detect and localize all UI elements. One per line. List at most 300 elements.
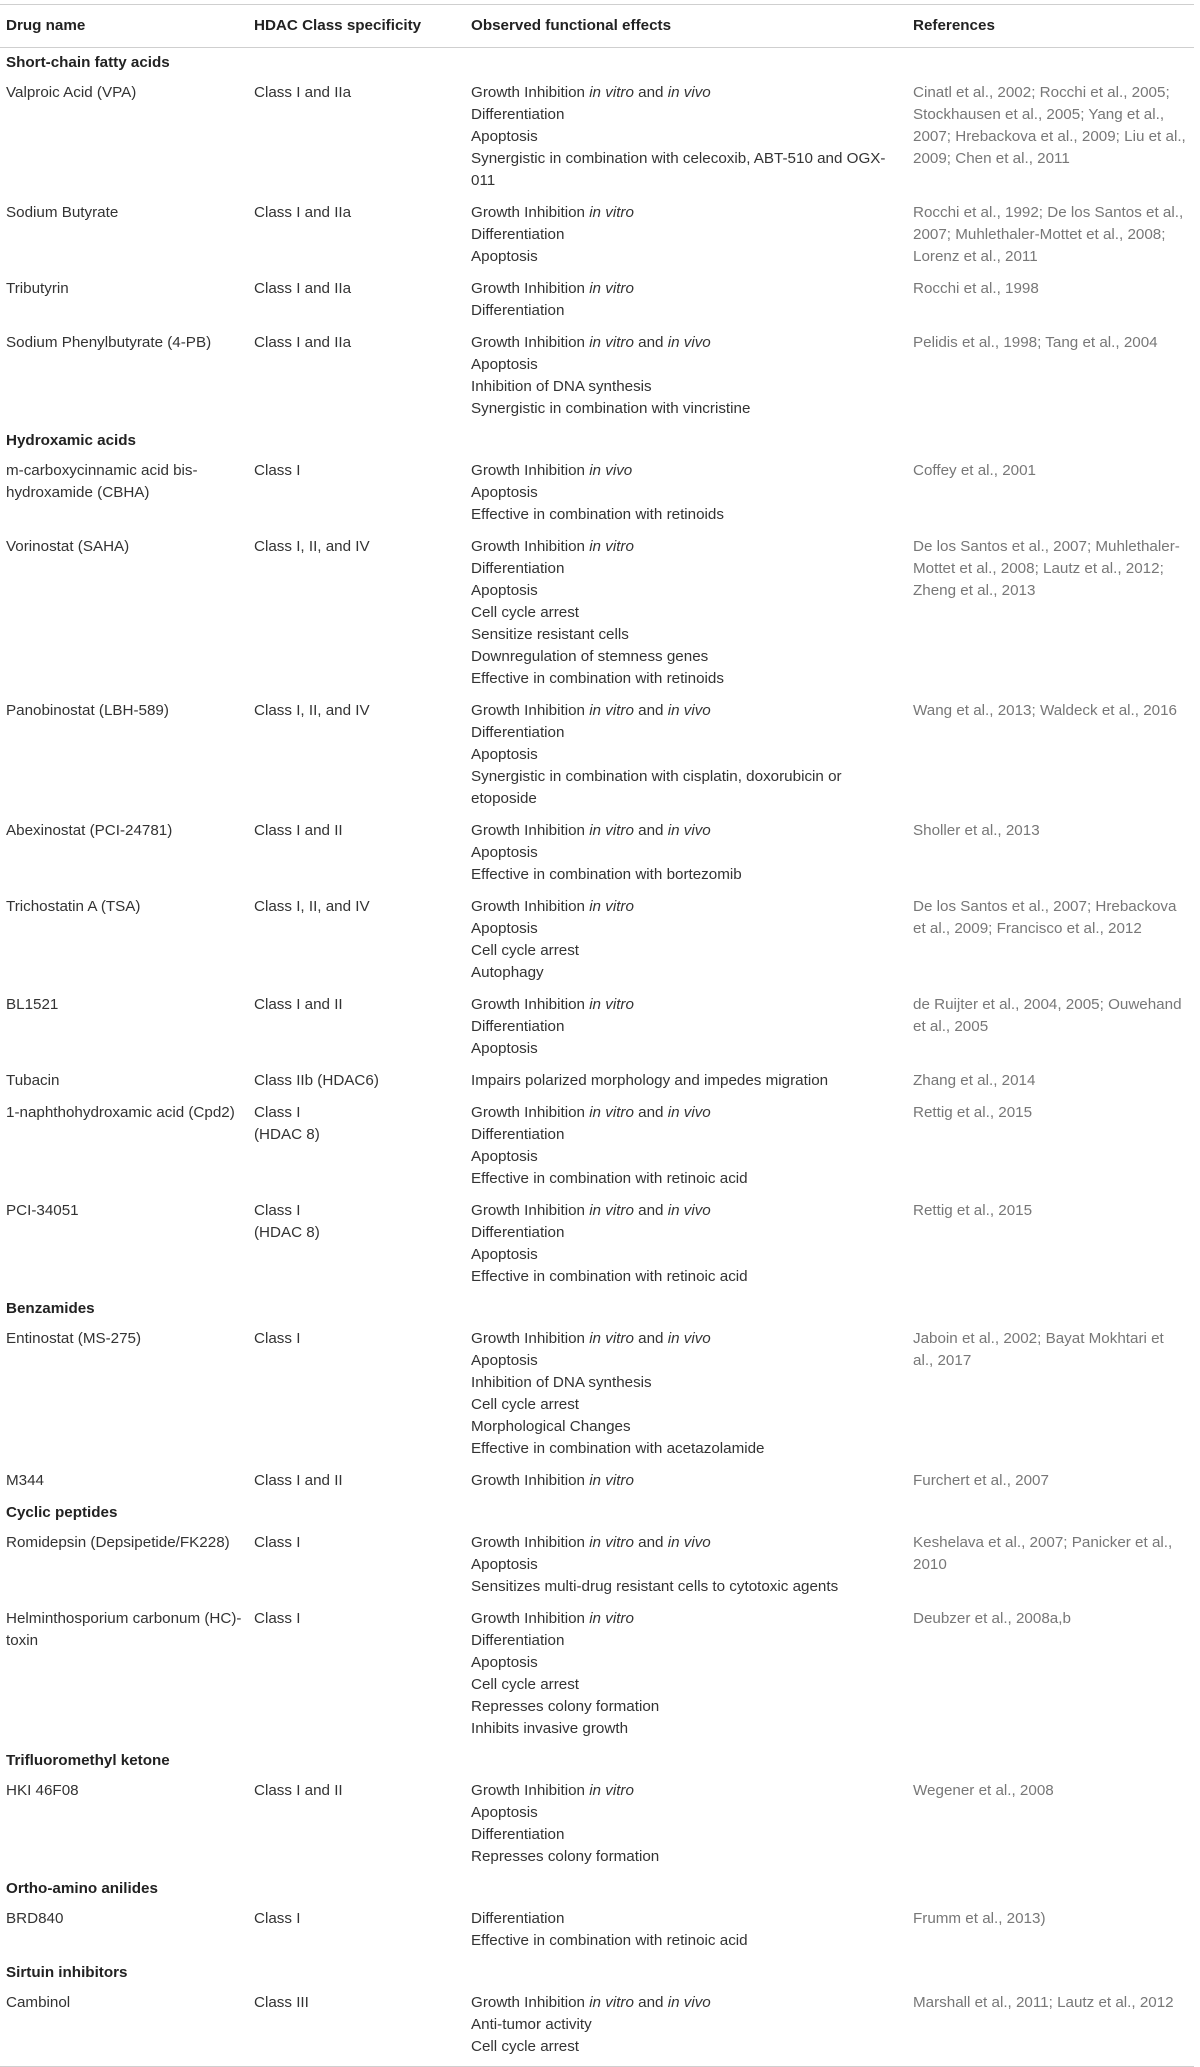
effect-line <box>471 842 901 864</box>
reference-citation: Lorenz et al., 2011 <box>913 248 1038 265</box>
table-row <box>0 1528 1194 1604</box>
effect-text: Autophagy <box>471 964 544 981</box>
reference-citation: De los Santos et al., 2007 <box>913 204 1184 243</box>
reference-citation: Pelidis et al., 1998 <box>913 334 1038 351</box>
section-header-row <box>0 1958 1194 1988</box>
table-row <box>0 328 1194 426</box>
effect-italic-text: in vivo <box>667 1330 711 1347</box>
effect-line <box>471 104 901 126</box>
drug-name-cell: Abexinostat (PCI-24781) <box>6 822 173 839</box>
hdac-class-line: Class I and II <box>254 1782 343 1799</box>
hdac-class-cell <box>248 274 465 328</box>
effects-cell <box>465 1098 907 1196</box>
references-cell: Wang et al., 2013; Waldeck et al., 2016 <box>913 702 1177 719</box>
effect-text: Growth Inhibition <box>471 280 590 297</box>
effect-line <box>471 2014 901 2036</box>
section-header-row <box>0 1746 1194 1776</box>
drug-name-cell: PCI-34051 <box>6 1202 79 1219</box>
effect-line <box>471 994 901 1016</box>
effect-italic-text: in vitro <box>589 822 634 839</box>
effect-line <box>471 1802 901 1824</box>
effect-text: Apoptosis <box>471 1556 538 1573</box>
section-title: Short-chain fatty acids <box>6 54 170 71</box>
drug-name-cell: M344 <box>6 1472 44 1489</box>
drug-name-cell: 1-naphthohydroxamic acid (Cpd2) <box>6 1104 235 1121</box>
reference-citation: Waldeck et al., 2016 <box>1039 702 1177 719</box>
effect-text: Differentiation <box>471 1018 565 1035</box>
effect-italic-text: in vivo <box>667 822 711 839</box>
effect-text: Cell cycle arrest <box>471 2038 580 2055</box>
effect-text: Apoptosis <box>471 844 538 861</box>
effect-line <box>471 1070 901 1092</box>
effect-line <box>471 1372 901 1394</box>
effect-line <box>471 820 901 842</box>
effect-line <box>471 1908 901 1930</box>
references-cell <box>907 1604 1194 1746</box>
effect-line <box>471 700 901 722</box>
effect-line <box>471 1438 901 1460</box>
effect-italic-text: in vitro <box>589 84 634 101</box>
effect-text: Apoptosis <box>471 920 538 937</box>
hdac-class-line: Class I <box>254 1104 301 1121</box>
reference-citation: Muhlethaler-Mottet et al., 2008 <box>913 538 1180 577</box>
effects-cell <box>465 1196 907 1294</box>
effect-line <box>471 940 901 962</box>
section-header-row <box>0 48 1194 79</box>
effect-line <box>471 1470 901 1492</box>
effect-line <box>471 1608 901 1630</box>
effect-text: Inhibition of DNA synthesis <box>471 378 652 395</box>
reference-citation: De los Santos et al., 2007 <box>913 538 1087 555</box>
effect-line <box>471 1244 901 1266</box>
effect-line <box>471 536 901 558</box>
hdac-class-cell <box>248 78 465 198</box>
effects-cell <box>465 328 907 426</box>
reference-citation: Francisco et al., 2012 <box>996 920 1142 937</box>
references-cell <box>907 1098 1194 1196</box>
effect-text: Effective in combination with acetazolamide <box>471 1440 765 1457</box>
effect-italic-text: in vitro <box>589 204 634 221</box>
reference-citation: Rettig et al., 2015 <box>913 1202 1033 1219</box>
effect-italic-text: in vivo <box>667 334 711 351</box>
reference-citation: Wang et al., 2013 <box>913 702 1032 719</box>
reference-citation: Ouwehand et al., 2005 <box>913 996 1182 1035</box>
effect-italic-text: in vitro <box>589 1994 634 2011</box>
effect-text: Apoptosis <box>471 1040 538 1057</box>
references-cell <box>907 816 1194 892</box>
effect-text: Sensitize resistant cells <box>471 626 629 643</box>
hdac-class-cell <box>248 456 465 532</box>
effect-text: Growth Inhibition <box>471 84 590 101</box>
table-row <box>0 1904 1194 1958</box>
effect-text: Growth Inhibition <box>471 1994 590 2011</box>
hdac-class-line: Class I and II <box>254 822 343 839</box>
effects-cell <box>465 892 907 990</box>
hdac-class-line: Class I <box>254 1202 301 1219</box>
effect-text: and <box>633 1994 668 2011</box>
effect-line <box>471 482 901 504</box>
table-row <box>0 78 1194 198</box>
header-drug-name: Drug name <box>0 5 248 48</box>
hdac-class-cell <box>248 1196 465 1294</box>
table-row <box>0 816 1194 892</box>
header-hdac-class: HDAC Class specificity <box>248 5 465 48</box>
reference-citation: Keshelava et al., 2007 <box>913 1534 1064 1551</box>
effect-italic-text: in vivo <box>667 1994 711 2011</box>
effect-line <box>471 602 901 624</box>
effect-line <box>471 722 901 744</box>
references-cell <box>907 1196 1194 1294</box>
effects-cell <box>465 198 907 274</box>
effect-text: and <box>633 1330 668 1347</box>
effect-text: Growth Inhibition <box>471 1330 590 1347</box>
effect-text: Differentiation <box>471 226 565 243</box>
drug-name-cell: Cambinol <box>0 1988 248 2067</box>
table-row <box>0 1324 1194 1466</box>
header-row <box>0 5 1194 48</box>
hdac-class-line: Class I <box>254 1534 301 1551</box>
effect-text: Apoptosis <box>471 128 538 145</box>
effect-line <box>471 1416 901 1438</box>
effect-text: Apoptosis <box>471 356 538 373</box>
reference-citation: Lautz et al., 2012 <box>1057 1994 1174 2011</box>
references-cell: De los Santos et al., 2007; Hrebackova et al., 2009; Francisco et al., 2012 <box>913 898 1177 937</box>
drug-name-cell: Sodium Butyrate <box>6 204 119 221</box>
effect-text: Apoptosis <box>471 1246 538 1263</box>
effect-text: and <box>633 1202 668 1219</box>
effect-line <box>471 278 901 300</box>
hdac-class-line: Class I and IIa <box>254 84 352 101</box>
references-cell <box>907 1066 1194 1098</box>
effect-italic-text: in vivo <box>667 1104 711 1121</box>
hdac-class-line: Class I and IIa <box>254 280 352 297</box>
drug-name-cell: Sodium Phenylbutyrate (4-PB) <box>6 334 212 351</box>
hdac-class-cell <box>248 1904 465 1958</box>
effect-line <box>471 2036 901 2058</box>
effect-text: and <box>633 1104 668 1121</box>
hdac-class-line: Class I <box>254 1910 301 1927</box>
effect-line <box>471 1992 901 2014</box>
drug-name-cell: Entinostat (MS-275) <box>6 1330 142 1347</box>
hdac-class-line: Class I <box>254 1330 301 1347</box>
table-header <box>0 5 1194 48</box>
effect-line <box>471 918 901 940</box>
effect-text: Synergistic in combination with vincristine <box>471 400 751 417</box>
references-cell: Marshall et al., 2011; Lautz et al., 2012 <box>907 1988 1194 2067</box>
effect-text: Impairs polarized morphology and impedes migration <box>471 1072 829 1089</box>
table-body <box>0 48 1194 2067</box>
effect-text: Growth Inhibition <box>471 462 590 479</box>
effect-text: Differentiation <box>471 1632 565 1649</box>
effect-text: Represses colony formation <box>471 1848 660 1865</box>
effect-text: Apoptosis <box>471 1804 538 1821</box>
drug-name-cell: HKI 46F08 <box>6 1782 79 1799</box>
effects-cell <box>465 1324 907 1466</box>
effect-text: Effective in combination with retinoic acid <box>471 1170 748 1187</box>
effect-italic-text: in vitro <box>589 996 634 1013</box>
effects-cell <box>465 456 907 532</box>
section-title: Benzamides <box>6 1300 95 1317</box>
drug-name-cell: BL1521 <box>6 996 59 1013</box>
drug-name-cell: Tributyrin <box>6 280 69 297</box>
effect-line <box>471 82 901 104</box>
table-row <box>0 990 1194 1066</box>
effect-text: Growth Inhibition <box>471 204 590 221</box>
effects-cell <box>465 1466 907 1498</box>
drug-name-cell: Valproic Acid (VPA) <box>6 84 137 101</box>
effect-text: Differentiation <box>471 1224 565 1241</box>
effect-line <box>471 962 901 984</box>
effect-italic-text: in vivo <box>667 84 711 101</box>
hdac-class-cell <box>248 1466 465 1498</box>
effect-italic-text: in vitro <box>589 334 634 351</box>
effect-line <box>471 376 901 398</box>
section-title: Trifluoromethyl ketone <box>6 1752 170 1769</box>
effect-italic-text: in vitro <box>589 1202 634 1219</box>
hdac-class-cell <box>248 1528 465 1604</box>
hdac-class-cell <box>248 990 465 1066</box>
effect-italic-text: in vitro <box>589 702 634 719</box>
effect-line <box>471 624 901 646</box>
hdac-class-line: Class I <box>254 1610 301 1627</box>
header-references: References <box>907 5 1194 48</box>
hdac-class-line: Class I and II <box>254 1472 343 1489</box>
table-row <box>0 198 1194 274</box>
hdac-class-line: Class I and IIa <box>254 204 352 221</box>
references-cell: Pelidis et al., 1998; Tang et al., 2004 <box>913 334 1158 351</box>
hdac-class-cell <box>248 816 465 892</box>
references-cell: Keshelava et al., 2007; Panicker et al., 2010 <box>913 1534 1173 1573</box>
reference-citation: Muhlethaler-Mottet et al., 2008 <box>955 226 1162 243</box>
effect-line <box>471 1696 901 1718</box>
effect-text: Growth Inhibition <box>471 334 590 351</box>
effect-line <box>471 1846 901 1868</box>
effects-cell <box>465 1604 907 1746</box>
effect-line <box>471 864 901 886</box>
effect-text: Synergistic in combination with celecoxib, ABT-510 and OGX-011 <box>471 150 886 189</box>
effects-cell <box>465 532 907 696</box>
effect-italic-text: in vitro <box>589 1610 634 1627</box>
reference-citation: Tang et al., 2004 <box>1045 334 1158 351</box>
table-row <box>0 274 1194 328</box>
effects-cell <box>465 1904 907 1958</box>
hdac-inhibitors-table <box>0 4 1194 2067</box>
references-cell: Cinatl et al., 2002; Rocchi et al., 2005; Stockhausen et al., 2005; Yang et al., 2007; Hrebackova et al., 2009; Liu et al., 2009; Chen et al., 2011 <box>913 84 1186 167</box>
hdac-class-line: Class I, II, and IV <box>254 702 370 719</box>
section-title: Sirtuin inhibitors <box>6 1964 128 1981</box>
effect-text: Effective in combination with retinoids <box>471 670 724 687</box>
effect-line <box>471 1394 901 1416</box>
table-row <box>0 1988 1194 2067</box>
table-row <box>0 892 1194 990</box>
section-title: Hydroxamic acids <box>6 432 136 449</box>
effect-text: Differentiation <box>471 560 565 577</box>
references-cell <box>907 1776 1194 1874</box>
effect-line <box>471 1168 901 1190</box>
reference-citation: Rettig et al., 2015 <box>913 1104 1033 1121</box>
effects-cell <box>465 274 907 328</box>
effect-text: Growth Inhibition <box>471 996 590 1013</box>
effect-italic-text: in vitro <box>589 1472 634 1489</box>
effect-line <box>471 148 901 192</box>
effect-text: Anti-tumor activity <box>471 2016 592 2033</box>
reference-citation: Sholler et al., 2013 <box>913 822 1040 839</box>
drug-name-cell: BRD840 <box>6 1910 64 1927</box>
effect-line <box>471 1200 901 1222</box>
effect-text: Apoptosis <box>471 1654 538 1671</box>
effect-text: Growth Inhibition <box>471 822 590 839</box>
table-row <box>0 1066 1194 1098</box>
reference-citation: Deubzer et al., 2008a,b <box>913 1610 1071 1627</box>
reference-citation: Zheng et al., 2013 <box>913 582 1036 599</box>
section-title: Ortho-amino anilides <box>6 1880 158 1897</box>
effect-line <box>471 766 901 810</box>
hdac-class-line: Class I <box>254 462 301 479</box>
effect-text: Growth Inhibition <box>471 1104 590 1121</box>
effect-text: Apoptosis <box>471 746 538 763</box>
effect-line <box>471 460 901 482</box>
effect-text: Cell cycle arrest <box>471 942 580 959</box>
references-cell <box>907 456 1194 532</box>
reference-citation: de Ruijter et al., 2004, 2005 <box>913 996 1100 1013</box>
effect-line <box>471 504 901 526</box>
effect-line <box>471 1222 901 1244</box>
references-cell: de Ruijter et al., 2004, 2005; Ouwehand et al., 2005 <box>913 996 1182 1035</box>
table-row <box>0 1098 1194 1196</box>
effect-line <box>471 224 901 246</box>
reference-citation: Hrebackova et al., 2009 <box>913 898 1177 937</box>
effect-line <box>471 1576 901 1598</box>
section-header-row <box>0 1498 1194 1528</box>
table-row <box>0 1196 1194 1294</box>
effect-line <box>471 1674 901 1696</box>
reference-citation: Hrebackova et al., 2009 <box>955 128 1116 145</box>
effect-text: Cell cycle arrest <box>471 1676 580 1693</box>
effect-text: Effective in combination with retinoic acid <box>471 1932 748 1949</box>
effect-line <box>471 332 901 354</box>
reference-citation: Bayat Mokhtari et al., 2017 <box>913 1330 1164 1369</box>
effect-line <box>471 646 901 668</box>
effect-text: Differentiation <box>471 1826 565 1843</box>
effect-text: and <box>633 1534 668 1551</box>
reference-citation: Frumm et al., 2013) <box>913 1910 1046 1927</box>
drug-name-cell: Panobinostat (LBH-589) <box>6 702 169 719</box>
hdac-class-cell <box>248 532 465 696</box>
effect-text: Growth Inhibition <box>471 1472 590 1489</box>
reference-citation: Furchert et al., 2007 <box>913 1472 1049 1489</box>
effect-line <box>471 896 901 918</box>
hdac-class-line: (HDAC 8) <box>254 1224 320 1241</box>
hdac-class-cell <box>248 1604 465 1746</box>
hdac-class-cell <box>248 1098 465 1196</box>
effect-italic-text: in vivo <box>589 462 633 479</box>
hdac-class-cell <box>248 892 465 990</box>
effect-text: Sensitizes multi-drug resistant cells to cytotoxic agents <box>471 1578 839 1595</box>
drug-name-cell: Trichostatin A (TSA) <box>6 898 141 915</box>
effect-text: Inhibition of DNA synthesis <box>471 1374 652 1391</box>
effect-italic-text: in vitro <box>589 1534 634 1551</box>
table-row <box>0 532 1194 696</box>
effect-line <box>471 1930 901 1952</box>
effect-line <box>471 1038 901 1060</box>
effect-italic-text: in vivo <box>667 702 711 719</box>
effect-text: Cell cycle arrest <box>471 1396 580 1413</box>
effect-italic-text: in vitro <box>589 1330 634 1347</box>
effect-line <box>471 202 901 224</box>
effect-text: Effective in combination with bortezomib <box>471 866 742 883</box>
effect-text: Apoptosis <box>471 1352 538 1369</box>
effect-line <box>471 1266 901 1288</box>
table-row <box>0 1604 1194 1746</box>
effects-cell <box>465 696 907 816</box>
effect-text: Morphological Changes <box>471 1418 631 1435</box>
header-functional-effects: Observed functional effects <box>465 5 907 48</box>
effects-cell <box>465 1776 907 1874</box>
reference-citation: Zhang et al., 2014 <box>913 1072 1036 1089</box>
effect-text: Differentiation <box>471 724 565 741</box>
effect-text: Differentiation <box>471 1910 565 1927</box>
effect-line <box>471 398 901 420</box>
effect-line <box>471 1124 901 1146</box>
reference-citation: Jaboin et al., 2002 <box>913 1330 1038 1347</box>
reference-citation: Wegener et al., 2008 <box>913 1782 1054 1799</box>
effect-text: and <box>633 334 668 351</box>
effect-line <box>471 1102 901 1124</box>
effect-italic-text: in vitro <box>589 898 634 915</box>
effect-line <box>471 354 901 376</box>
effect-line <box>471 1016 901 1038</box>
effect-text: Apoptosis <box>471 248 538 265</box>
effect-text: Differentiation <box>471 1126 565 1143</box>
references-cell <box>907 274 1194 328</box>
effect-text: Inhibits invasive growth <box>471 1720 629 1737</box>
drug-name-cell: Vorinostat (SAHA) <box>6 538 130 555</box>
hdac-class-line: (HDAC 8) <box>254 1126 320 1143</box>
effect-text: Growth Inhibition <box>471 1782 590 1799</box>
drug-name-cell: Romidepsin (Depsipetide/FK228) <box>6 1534 230 1551</box>
effect-text: Growth Inhibition <box>471 1610 590 1627</box>
effect-text: Growth Inhibition <box>471 702 590 719</box>
effect-text: and <box>633 84 668 101</box>
hdac-class-line: Class IIb (HDAC6) <box>254 1072 379 1089</box>
table-row <box>0 456 1194 532</box>
effect-text: Growth Inhibition <box>471 538 590 555</box>
effect-text: Growth Inhibition <box>471 1534 590 1551</box>
effect-line <box>471 300 901 322</box>
effect-italic-text: in vitro <box>589 1782 634 1799</box>
hdac-class-line: Class I, II, and IV <box>254 898 370 915</box>
effect-line <box>471 1718 901 1740</box>
effect-line <box>471 1554 901 1576</box>
section-header-row <box>0 1874 1194 1904</box>
effect-line <box>471 580 901 602</box>
effects-cell <box>465 1066 907 1098</box>
hdac-class-cell <box>248 198 465 274</box>
hdac-class-line: Class I and IIa <box>254 334 352 351</box>
effects-cell <box>465 1988 907 2067</box>
effect-line <box>471 558 901 580</box>
reference-citation: Stockhausen et al., 2005 <box>913 106 1081 123</box>
effect-line <box>471 1350 901 1372</box>
hdac-class-cell <box>248 328 465 426</box>
references-cell: Jaboin et al., 2002; Bayat Mokhtari et al., 2017 <box>913 1330 1164 1369</box>
effect-line <box>471 668 901 690</box>
section-title: Cyclic peptides <box>6 1504 118 1521</box>
effect-italic-text: in vitro <box>589 538 634 555</box>
effect-text: Differentiation <box>471 302 565 319</box>
effect-line <box>471 744 901 766</box>
reference-citation: Liu et al., 2009 <box>913 128 1186 167</box>
